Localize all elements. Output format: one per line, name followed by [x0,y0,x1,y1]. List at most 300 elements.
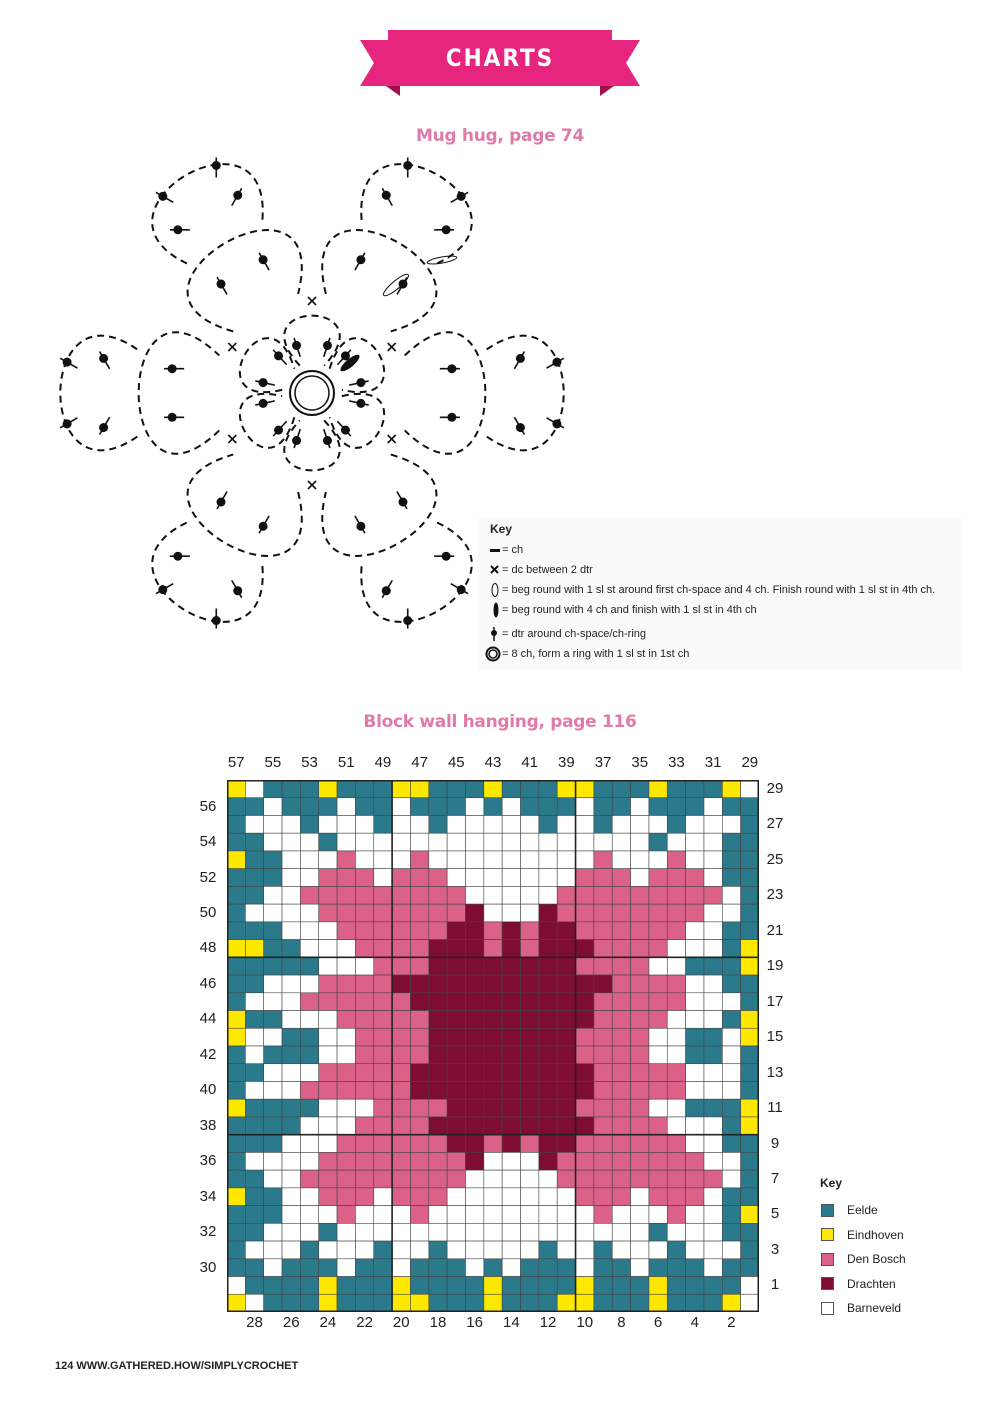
grid-cell [245,815,263,833]
grid-cell [264,1028,282,1046]
grid-cell [355,1135,373,1153]
column-label-top: 51 [337,754,355,771]
grid-cell [631,1170,649,1188]
grid-cell [355,1241,373,1259]
colour-swatch [821,1228,834,1241]
grid-cell [557,1259,575,1277]
grid-cell [392,993,410,1011]
grid-cell [319,851,337,869]
grid-cell [722,869,740,887]
grid-cell [521,1081,539,1099]
key-row-dtr [482,626,646,642]
inner-petal [284,420,340,470]
grid-cell [594,940,612,958]
grid-cell [484,1064,502,1082]
grid-cell [722,780,740,798]
grid-cell [576,1206,594,1224]
grid-cell [355,904,373,922]
grid-cell [631,957,649,975]
grid-cell [282,1188,300,1206]
grid-cell [667,1294,685,1312]
grid-cell [741,1064,759,1082]
grid-cell [539,1294,557,1312]
grid-cell [355,780,373,798]
grid-cell [631,1152,649,1170]
grid-cell [741,1206,759,1224]
ring-icon [290,371,334,415]
crochet-key-title: Key [490,522,513,536]
grid-cell [282,1152,300,1170]
grid-cell [484,886,502,904]
grid-cell [392,1241,410,1259]
grid-cell [227,922,245,940]
grid-cell [539,833,557,851]
grid-cell [539,780,557,798]
grid-cell [539,940,557,958]
grid-cell [465,1011,483,1029]
row-label-right: 17 [766,992,784,1010]
grid-cell [355,886,373,904]
grid-cell [374,940,392,958]
grid-cell [429,798,447,816]
column-label-top: 43 [484,754,502,771]
grid-cell [245,1117,263,1135]
grid-cell [447,1188,465,1206]
dtr-stitch-icon [255,514,273,536]
grid-cell [484,1188,502,1206]
grid-cell [502,975,520,993]
grid-cell [502,798,520,816]
grid-cell [704,1135,722,1153]
grid-cell [557,869,575,887]
grid-cell [374,957,392,975]
grid-cell [410,1170,428,1188]
row-label-right: 23 [766,886,784,904]
grid-cell [245,940,263,958]
grid-cell [649,975,667,993]
grid-cell [227,1170,245,1188]
key-text-ch: = ch [502,544,524,556]
grid-cell [704,1099,722,1117]
dtr-stitch-icon [351,514,369,536]
grid-cell [337,904,355,922]
row-label-left: 32 [199,1223,217,1241]
grid-cell [612,904,630,922]
key-row-ch [482,542,523,558]
grid-cell [282,780,300,798]
grid-cell [576,1170,594,1188]
grid-cell [374,922,392,940]
grid-cell [539,815,557,833]
grid-cell [722,1277,740,1295]
grid-cell [539,1099,557,1117]
grid-cell [465,922,483,940]
row-label-left: 46 [199,974,217,992]
grid-cell [447,1081,465,1099]
grid-cell [300,833,318,851]
grid-cell [300,1170,318,1188]
grid-cell [245,869,263,887]
grid-cell [594,886,612,904]
grid-cell [557,1135,575,1153]
row-label-left: 36 [199,1152,217,1170]
grid-cell [337,798,355,816]
grid-cell [337,1170,355,1188]
grid-cell [631,1188,649,1206]
grid-cell [374,798,392,816]
grid-cell [722,1259,740,1277]
column-label-bottom: 10 [576,1314,594,1331]
grid-cell [410,1241,428,1259]
grid-cell [282,1046,300,1064]
grid-cell [631,1277,649,1295]
row-label-left: 48 [199,939,217,957]
grid-cell [410,886,428,904]
grid-cell [227,1294,245,1312]
grid-cell [300,1117,318,1135]
grid-cell [410,957,428,975]
grid-cell [649,940,667,958]
grid-cell [649,1170,667,1188]
grid-cell [300,1011,318,1029]
grid-cell [704,798,722,816]
grid-cell [704,815,722,833]
grid-cell [264,1081,282,1099]
dtr-stitch-icon [393,275,411,297]
grid-cell [557,1170,575,1188]
grid-cell [521,1064,539,1082]
colour-key [818,1176,978,1321]
dtr-stitch-icon [544,354,566,372]
grid-cell [300,1046,318,1064]
grid-cell [374,1241,392,1259]
grid-cell [502,851,520,869]
grid-cell [649,869,667,887]
grid-cell [245,1152,263,1170]
dtr-stitch-icon [351,251,369,273]
grid-cell [612,886,630,904]
grid-cell [521,1028,539,1046]
grid-cell [429,1277,447,1295]
grid-cell [612,1241,630,1259]
column-label-bottom: 16 [466,1314,483,1331]
grid-cell [594,904,612,922]
grid-cell [227,1046,245,1064]
grid-cell [631,975,649,993]
grid-cell [631,922,649,940]
grid-cell [521,993,539,1011]
dtr-stitch-icon [511,349,529,371]
grid-cell [355,869,373,887]
grid-cell [649,957,667,975]
grid-cell [484,1277,502,1295]
outer-petal [361,522,472,621]
grid-cell [594,1046,612,1064]
dtr-stitch-icon [544,414,566,432]
grid-cell [686,1206,704,1224]
column-label-bottom: 8 [617,1314,626,1331]
grid-cell [521,869,539,887]
grid-cell [337,1081,355,1099]
grid-cell [649,1028,667,1046]
grid-cell [502,1188,520,1206]
grid-cell [374,904,392,922]
grid-cell [557,1294,575,1312]
grid-cell [319,1294,337,1312]
grid-cell [300,1099,318,1117]
grid-cell [410,904,428,922]
grid-cell [429,1241,447,1259]
grid-cell [410,1046,428,1064]
grid-cell [392,1223,410,1241]
grid-cell [264,1294,282,1312]
grid-cell [300,1028,318,1046]
grid-cell [465,957,483,975]
grid-cell [337,1028,355,1046]
grid-cell [447,940,465,958]
grid-cell [539,1170,557,1188]
grid-cell [245,1206,263,1224]
grid-cell [594,1206,612,1224]
grid-cell [612,869,630,887]
grid-cell [300,922,318,940]
grid-cell [722,904,740,922]
grid-cell [392,1117,410,1135]
grid-cell [410,1152,428,1170]
colour-chart-grid [227,780,759,1312]
grid-cell [667,1188,685,1206]
grid-cell [594,1241,612,1259]
grid-cell [484,1152,502,1170]
grid-cell [594,975,612,993]
grid-cell [649,1294,667,1312]
grid-cell [319,1011,337,1029]
grid-cell [429,1135,447,1153]
grid-cell [319,975,337,993]
grid-cell [245,1081,263,1099]
grid-cell [521,1011,539,1029]
grid-cell [264,1206,282,1224]
grid-cell [686,940,704,958]
grid-cell [319,886,337,904]
grid-cell [429,1170,447,1188]
grid-cell [392,780,410,798]
grid-cell [410,975,428,993]
grid-cell [576,993,594,1011]
grid-cell [245,780,263,798]
grid-cell [521,886,539,904]
grid-cell [667,1135,685,1153]
grid-cell [667,780,685,798]
grid-cell [264,993,282,1011]
grid-cell [282,993,300,1011]
grid-cell [704,957,722,975]
grid-cell [557,1152,575,1170]
dtr-stitch-icon [170,552,190,561]
grid-cell [319,798,337,816]
grid-cell [392,1277,410,1295]
grid-cell [722,1152,740,1170]
grid-cell [227,1223,245,1241]
grid-cell [594,957,612,975]
grid-cell [264,904,282,922]
grid-cell [227,815,245,833]
grid-cell [649,886,667,904]
grid-cell [686,1099,704,1117]
key-row-open-oval [482,582,935,598]
grid-cell [264,780,282,798]
grid-cell [429,833,447,851]
grid-cell [722,1046,740,1064]
grid-cell [502,1046,520,1064]
grid-cell [374,869,392,887]
grid-cell [521,1241,539,1259]
grid-cell [227,1241,245,1259]
grid-cell [502,957,520,975]
grid-cell [337,833,355,851]
row-label-left: 52 [199,868,217,886]
row-label-left: 44 [199,1010,217,1028]
grid-cell [594,1188,612,1206]
dc-cross-icon [388,343,396,351]
grid-cell [612,1277,630,1295]
grid-cell [282,1294,300,1312]
grid-cell [429,1099,447,1117]
grid-cell [374,1064,392,1082]
grid-cell [649,1259,667,1277]
grid-cell [631,1241,649,1259]
grid-cell [649,1046,667,1064]
grid-cell [245,1277,263,1295]
grid-cell [447,1277,465,1295]
grid-cell [465,975,483,993]
grid-cell [355,940,373,958]
grid-cell [686,886,704,904]
grid-cell [484,851,502,869]
grid-cell [631,815,649,833]
grid-cell [649,1117,667,1135]
grid-cell [704,993,722,1011]
grid-cell [355,1223,373,1241]
grid-cell [429,904,447,922]
grid-cell [557,1277,575,1295]
grid-cell [612,1206,630,1224]
grid-cell [612,1259,630,1277]
colour-key-row [821,1202,878,1218]
grid-cell [576,1188,594,1206]
grid-cell [429,1117,447,1135]
grid-cell [667,1081,685,1099]
grid-cell [319,1099,337,1117]
grid-cell [410,922,428,940]
grid-cell [557,904,575,922]
grid-cell [741,1223,759,1241]
grid-cell [245,1294,263,1312]
grid-cell [429,1223,447,1241]
column-label-top: 35 [631,754,649,771]
grid-cell [282,1241,300,1259]
grid-cell [686,1277,704,1295]
grid-cell [227,1135,245,1153]
grid-cell [392,1188,410,1206]
grid-cell [576,886,594,904]
grid-cell [392,922,410,940]
dtr-stitch-icon [58,414,80,432]
grid-cell [300,869,318,887]
grid-cell [722,1241,740,1259]
grid-cell [355,957,373,975]
grid-cell [355,993,373,1011]
grid-cell [704,1028,722,1046]
dc-cross-icon [308,481,316,489]
grid-cell [667,1206,685,1224]
grid-cell [594,993,612,1011]
row-label-right: 27 [766,815,784,833]
grid-cell [465,1152,483,1170]
grid-cell [319,1064,337,1082]
grid-cell [612,1081,630,1099]
grid-cell [539,1259,557,1277]
grid-cell [282,957,300,975]
grid-cell [429,851,447,869]
dtr-stitch-icon [319,336,334,358]
grid-cell [502,1064,520,1082]
middle-arc [188,230,302,331]
grid-cell [521,1259,539,1277]
grid-cell [300,1223,318,1241]
column-label-bottom: 20 [392,1314,410,1331]
grid-cell [704,780,722,798]
grid-cell [465,1117,483,1135]
grid-cell [300,1135,318,1153]
dtr-stitch-icon [96,415,114,437]
grid-cell [465,1046,483,1064]
grid-cell [227,798,245,816]
grid-cell [264,1117,282,1135]
grid-cell [686,1188,704,1206]
grid-cell [576,1241,594,1259]
grid-cell [741,1135,759,1153]
grid-cell [319,1152,337,1170]
grid-cell [594,851,612,869]
grid-cell [300,1277,318,1295]
grid-cell [576,1259,594,1277]
grid-cell [667,1223,685,1241]
grid-cell [319,957,337,975]
grid-cell [374,975,392,993]
grid-cell [227,780,245,798]
grid-cell [667,886,685,904]
dtr-stitch-icon [403,609,412,629]
grid-cell [686,957,704,975]
grid-cell [465,1081,483,1099]
key-text-filled-oval: = beg round with 4 ch and finish with 1 sl st in 4th ch [502,604,757,616]
grid-cell [521,940,539,958]
grid-cell [631,904,649,922]
grid-cell [539,1241,557,1259]
grid-cell [392,851,410,869]
grid-cell [264,798,282,816]
grid-cell [319,1206,337,1224]
grid-cell [392,957,410,975]
grid-cell [374,886,392,904]
grid-cell [576,1011,594,1029]
grid-cell [465,1028,483,1046]
grid-cell [484,1223,502,1241]
grid-cell [319,1081,337,1099]
grid-cell [521,780,539,798]
grid-cell [392,1028,410,1046]
